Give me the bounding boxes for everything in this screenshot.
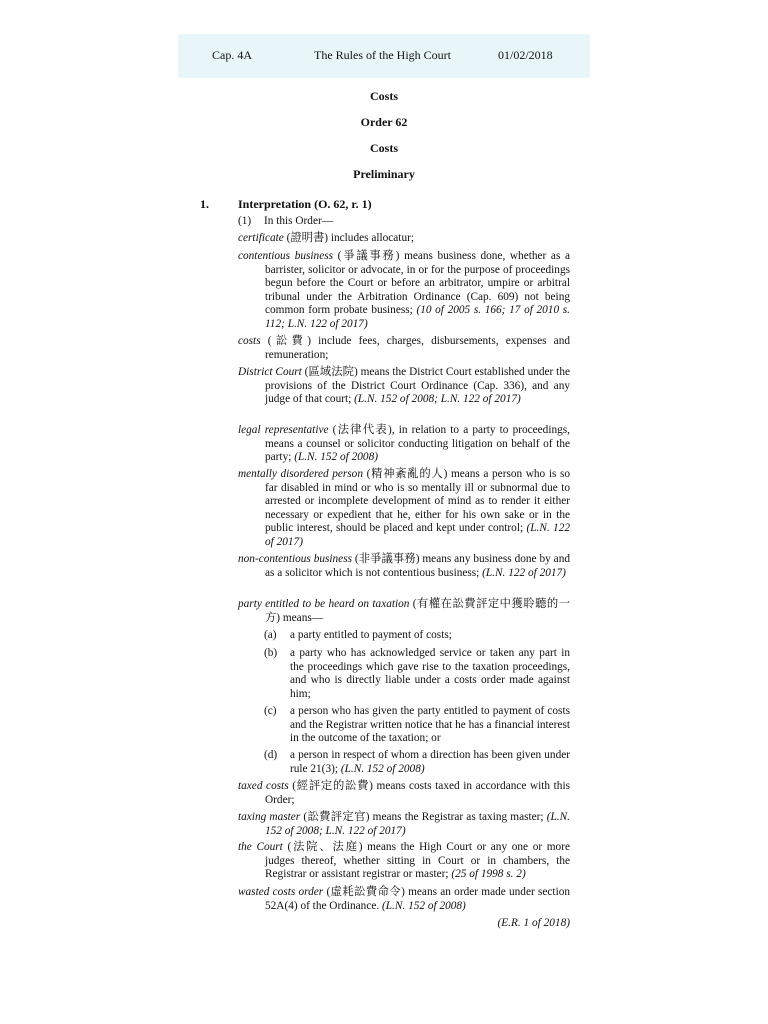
term: certificate <box>238 232 284 244</box>
rule-number: 1. <box>200 197 209 211</box>
item-label-c: (c) <box>264 705 277 717</box>
order-title: Costs <box>369 141 398 155</box>
definition-certificate: certificate (證明書) includes allocatur; <box>238 232 414 244</box>
term: wasted costs order <box>238 886 324 898</box>
definition-contentious-business: contentious business (爭議事務) means business done, whether as a barrister, solicitor or advocate, in or for the purpose of proceedings begun before the Court or before an arbitrator, umpire or arbitral tribunal under the Arbitration Ordinance (Cap. 609) not being common form probate business; (10 of 2005 s. 166; 17 of 2010 s. 112; L.N. 122 of 2017) <box>238 250 570 330</box>
definition-party-entitled: party entitled to be heard on taxation (有權在訟費評定中獲聆聽的一方) means— <box>238 598 570 624</box>
amendment-note: (L.N. 152 of 2008) <box>340 762 425 775</box>
definition-the-court: the Court (法院、法庭) means the High Court or any one or more judges thereof, whether sitting in Court or in chambers, the Registrar or assistant registrar or master; (25 of 1998 s. 2) <box>238 841 570 881</box>
definition-mentally-disordered-person: mentally disordered person (精神紊亂的人) means a person who is so far disabled in mind or who is so mentally ill or subnormal due to arrested or incomplete development of mind as to render it either necessary or expedient that he, either for his own sake or in the public interest, should be placed and kept under control; (L.N. 122 of 2017) <box>238 468 571 548</box>
subrule-text: In this Order— <box>264 215 334 227</box>
version-date: 01/02/2018 <box>498 48 553 62</box>
term: costs <box>238 335 261 347</box>
order-heading: Order 62 <box>360 115 408 129</box>
page-header <box>178 34 590 78</box>
amendment-note: (L.N. 152 of 2008) <box>382 899 466 912</box>
definition-taxing-master: taxing master (訟費評定官) means the Registrar as taxing master; (L.N. 152 of 2008; L.N. 122 of 2017) <box>238 811 570 837</box>
term: non-contentious business <box>238 553 352 565</box>
term: legal representative <box>238 424 329 436</box>
definition-legal-representative: legal representative (法律代表), in relation to a party to proceedings, means a counsel or solicitor conducting litigation on behalf of the party; (L.N. 152 of 2008) <box>238 424 570 464</box>
item-label-d: (d) <box>264 749 278 761</box>
term: taxing master <box>238 811 301 823</box>
term: the Court <box>238 841 283 853</box>
definition-district-court: District Court (區域法院) means the District Court established under the provisions of the District Court Ordinance (Cap. 336), and any judge of that court; (L.N. 152 of 2008; L.N. 122 of 2017) <box>238 366 570 406</box>
item-label-a: (a) <box>264 629 277 641</box>
item-d: a person in respect of whom a direction has been given under rule 21(3); (L.N. 152 of 2008) <box>290 749 570 775</box>
item-a: a party entitled to payment of costs; <box>290 629 452 641</box>
part-heading: Costs <box>369 89 398 103</box>
amendment-note: (L.N. 122 of 2017) <box>482 566 566 579</box>
item-label-b: (b) <box>264 647 278 659</box>
definition-taxed-costs: taxed costs (經評定的訟費) means costs taxed in accordance with this Order; <box>238 780 570 806</box>
term: party entitled to be heard on taxation <box>238 598 410 610</box>
amendment-note: (L.N. 122 of 2017) <box>265 522 571 548</box>
amendment-note: (10 of 2005 s. 166; 17 of 2010 s. 112; L.N. 122 of 2017) <box>265 304 570 330</box>
editorial-record-note: (E.R. 1 of 2018) <box>497 917 570 929</box>
definition-non-contentious-business: non-contentious business (非爭議事務) means any business done by and as a solicitor which is not contentious business; (L.N. 122 of 2017) <box>238 553 570 579</box>
subrule-number: (1) <box>238 215 252 227</box>
term: contentious business <box>238 250 334 262</box>
amendment-note: (L.N. 152 of 2008) <box>294 451 378 464</box>
term: District Court <box>238 366 302 378</box>
amendment-note: (L.N. 152 of 2008; L.N. 122 of 2017) <box>265 811 570 837</box>
term: taxed costs <box>238 780 289 792</box>
chapter-number: Cap. 4A <box>212 48 252 62</box>
item-c: a person who has given the party entitled to payment of costs and the Registrar written notice that he has a financial interest in the outcome of the taxation; or <box>290 705 570 745</box>
section-heading: Preliminary <box>353 167 415 181</box>
definition-costs: costs (訟費) include fees, charges, disbursements, expenses and remuneration; <box>238 335 570 361</box>
definition-wasted-costs-order: wasted costs order (虛耗訟費命令) means an order made under section 52A(4) of the Ordinance. (L.N. 152 of 2008) <box>238 886 570 912</box>
document-title: The Rules of the High Court <box>314 48 451 62</box>
rule-title: Interpretation (O. 62, r. 1) <box>238 197 372 211</box>
item-b: a party who has acknowledged service or taken any part in the proceedings which gave rise to the taxation proceedings, and who is directly liable under a costs order made against him; <box>290 647 570 700</box>
amendment-note: (L.N. 152 of 2008; L.N. 122 of 2017) <box>354 393 521 406</box>
amendment-note: (25 of 1998 s. 2) <box>451 868 526 881</box>
term: mentally disordered person <box>238 468 363 480</box>
